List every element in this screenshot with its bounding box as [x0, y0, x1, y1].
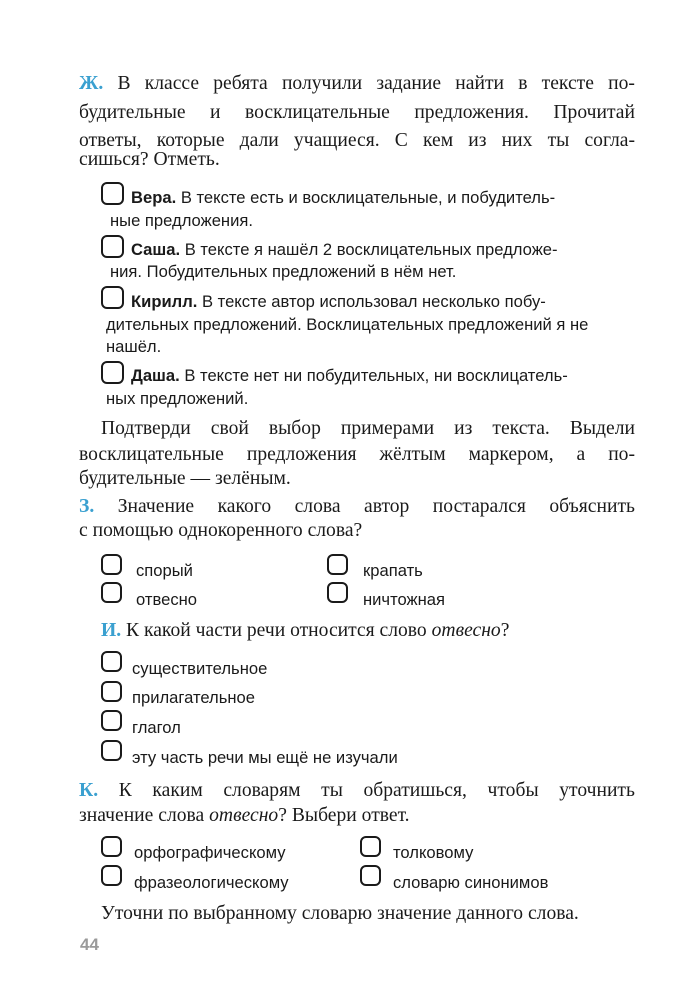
- word: найти: [455, 73, 505, 94]
- word: ребята: [213, 73, 268, 94]
- option-label: крапать: [363, 561, 423, 580]
- checkbox-vera[interactable]: [101, 182, 124, 205]
- task-k-letter: К.: [79, 780, 99, 801]
- option-label: отвесно: [136, 590, 198, 609]
- checkbox-orthographic[interactable]: [101, 836, 122, 857]
- task-z-line-2: с помощью однокоренного слова?: [79, 520, 363, 541]
- option-label: спорый: [136, 561, 193, 580]
- word: С: [394, 130, 408, 151]
- checkbox-verb[interactable]: [101, 710, 122, 731]
- option-label: эту часть речи мы ещё не изучали: [132, 748, 398, 767]
- task-zh-line-1: [79, 73, 635, 95]
- word: ответы,: [79, 130, 142, 151]
- task-k-footer-line: Уточни по выбранному словарю значение данного слова.: [101, 903, 579, 924]
- word: задание: [376, 73, 442, 94]
- option-sasha-line-1: Саша. В тексте я нашёл 2 восклицательных предложе-: [131, 240, 558, 259]
- word: будительные: [79, 102, 186, 123]
- task-z-line-1: З. Значение какого слова автор постарался объяснить: [79, 496, 635, 517]
- word: в: [518, 73, 528, 94]
- word: В: [117, 73, 131, 94]
- word: и: [210, 102, 221, 123]
- option-label: прилагательное: [132, 688, 255, 707]
- checkbox-noun[interactable]: [101, 651, 122, 672]
- checkbox-otvesno[interactable]: [101, 582, 122, 603]
- checkbox-krapat[interactable]: [327, 554, 348, 575]
- checkbox-phraseological[interactable]: [101, 865, 122, 886]
- word: по-: [608, 73, 635, 94]
- option-name: Кирилл.: [131, 292, 198, 311]
- option-vera-line-2: ные предложения.: [110, 211, 253, 230]
- word: получили: [281, 73, 363, 94]
- page-number: 44: [80, 935, 99, 954]
- task-k-line-1: К. К каким словарям ты обратишься, чтобы уточнить: [79, 780, 635, 801]
- checkbox-sasha[interactable]: [101, 235, 124, 258]
- word: из: [468, 130, 487, 151]
- option-label: глагол: [132, 718, 181, 737]
- checkbox-synonyms[interactable]: [360, 865, 381, 886]
- checkbox-kirill[interactable]: [101, 286, 124, 309]
- checkbox-adjective[interactable]: [101, 681, 122, 702]
- option-sasha-line-2: ния. Побудительных предложений в нём нет.: [110, 262, 457, 281]
- word: классе: [144, 73, 200, 94]
- option-kirill-line-3: нашёл.: [106, 337, 162, 356]
- option-kirill-line-1: Кирилл. В тексте автор использовал несколько побу-: [131, 292, 546, 311]
- option-label: орфографическому: [134, 843, 286, 862]
- option-dasha-line-1: Даша. В тексте нет ни побудительных, ни восклицатель-: [131, 366, 568, 385]
- option-name: Вера.: [131, 188, 177, 207]
- word: учащиеся.: [293, 130, 380, 151]
- task-i-letter: И.: [101, 620, 122, 641]
- checkbox-nichtozhnaya[interactable]: [327, 582, 348, 603]
- word: Прочитай: [553, 102, 635, 123]
- word: дали: [239, 130, 279, 151]
- task-z-letter: З.: [79, 496, 95, 517]
- checkbox-dasha[interactable]: [101, 361, 124, 384]
- option-label: существительное: [132, 659, 268, 678]
- checkbox-not-studied[interactable]: [101, 740, 122, 761]
- option-label: ничтожная: [363, 590, 446, 609]
- checkbox-sporyi[interactable]: [101, 554, 122, 575]
- confirm-line-3: будительные — зелёным.: [79, 468, 291, 489]
- word: согла-: [584, 130, 635, 151]
- option-kirill-line-2: дительных предложений. Восклицательных предложений я не: [106, 315, 589, 334]
- option-name: Даша.: [131, 366, 180, 385]
- word: предложения.: [414, 102, 529, 123]
- task-i-line-1: И. К какой части речи относится слово отвесно?: [101, 620, 510, 641]
- task-zh-line-4: сишься? Отметь.: [79, 149, 220, 170]
- checkbox-explanatory[interactable]: [360, 836, 381, 857]
- confirm-line-1: Подтверди свой выбор примерами из текста. Выдели: [101, 418, 635, 439]
- word: них: [501, 130, 533, 151]
- confirm-line-2: восклицательные предложения жёлтым маркером, а по-: [79, 444, 635, 465]
- word: кем: [423, 130, 454, 151]
- option-dasha-line-2: ных предложений.: [106, 389, 249, 408]
- task-zh-line-2: [79, 102, 635, 124]
- word: тексте: [541, 73, 594, 94]
- task-k-line-2: значение слова отвесно? Выбери ответ.: [79, 805, 410, 826]
- option-label: толковому: [393, 843, 474, 862]
- word: восклицательные: [244, 102, 390, 123]
- task-zh-letter: Ж.: [79, 73, 104, 94]
- option-label: словарю синонимов: [393, 873, 549, 892]
- option-vera-line-1: Вера. В тексте есть и восклицательные, и побудитель-: [131, 188, 556, 207]
- option-name: Саша.: [131, 240, 181, 259]
- word: ты: [547, 130, 570, 151]
- word: которые: [156, 130, 225, 151]
- option-label: фразеологическому: [134, 873, 289, 892]
